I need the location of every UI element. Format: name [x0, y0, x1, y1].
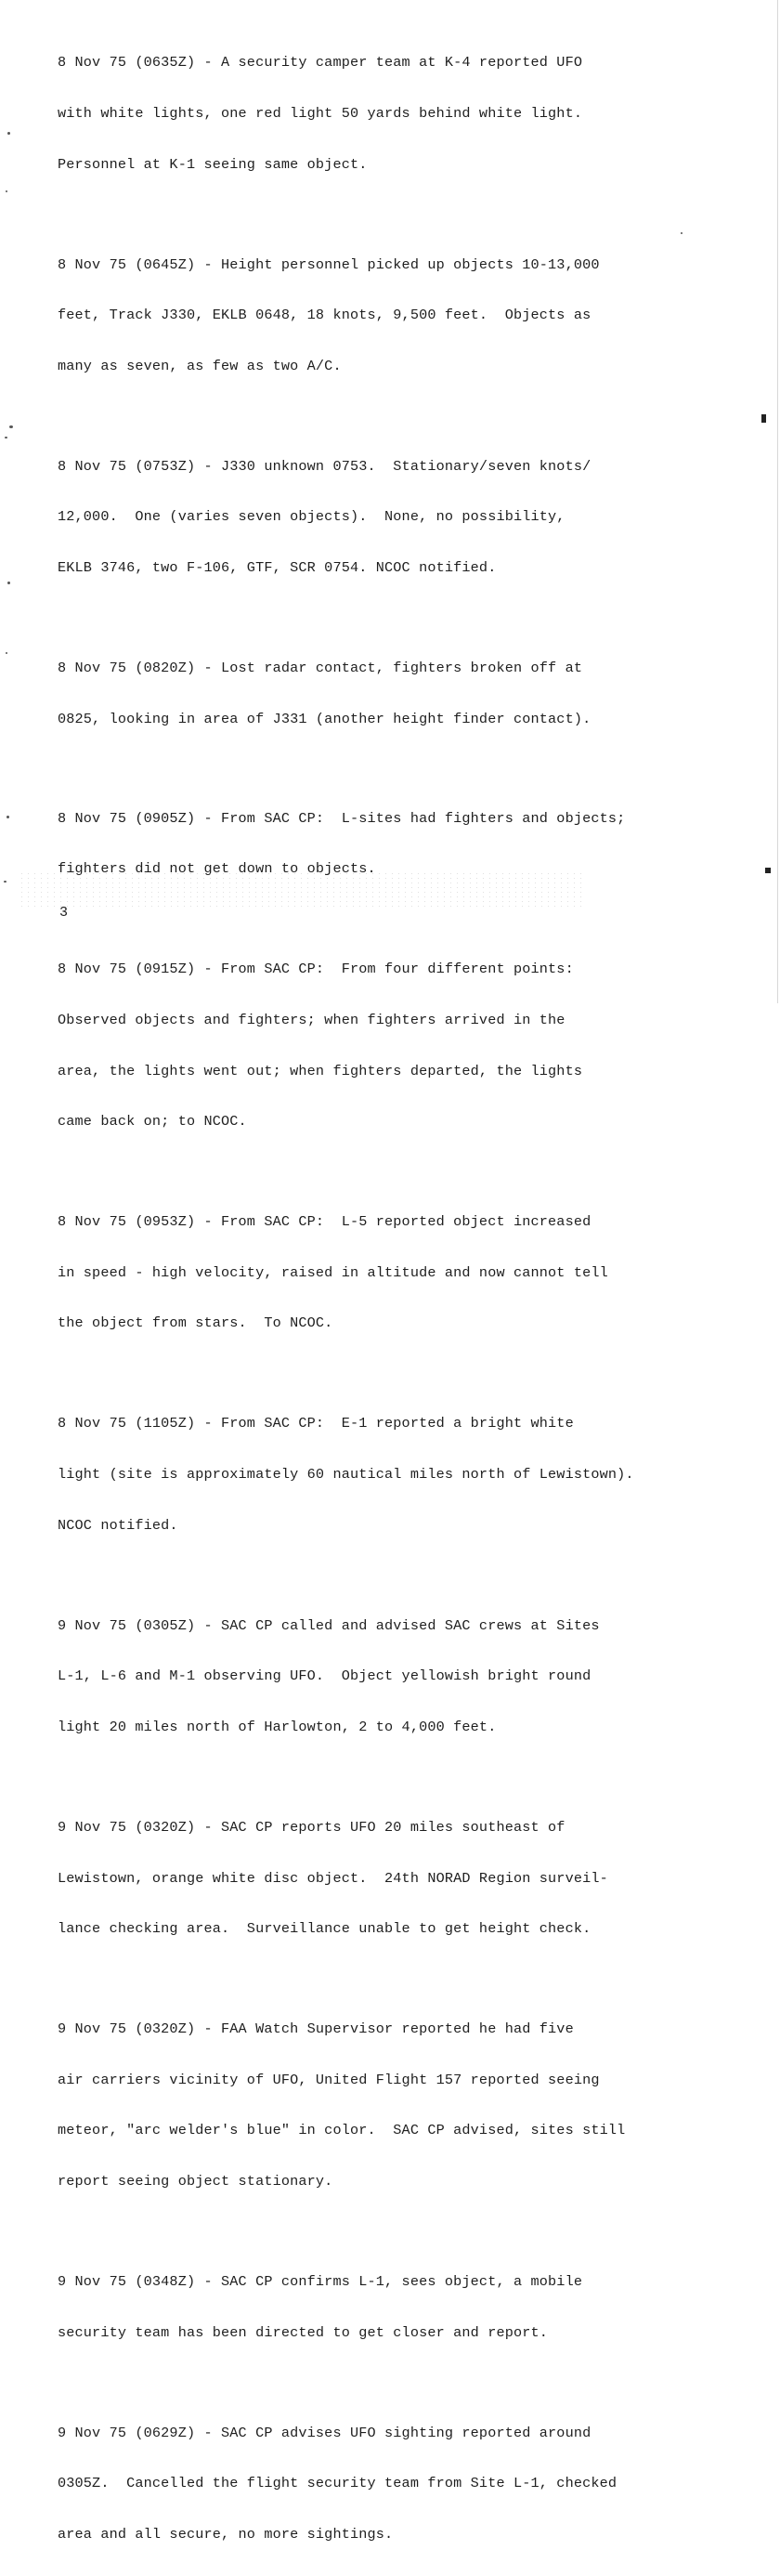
entry-line: feet, Track J330, EKLB 0648, 18 knots, 9,500 feet. Objects as [58, 307, 592, 324]
entry-line: EKLB 3746, two F-106, GTF, SCR 0754. NCOC notified. [58, 559, 497, 577]
entry-line: security team has been directed to get closer and report. [58, 2323, 549, 2341]
scan-speck [6, 816, 9, 818]
log-entry [58, 1785, 745, 1971]
entry-line: air carriers vicinity of UFO, United Flight 157 reported seeing [58, 2071, 600, 2088]
scan-speck [9, 425, 13, 428]
scan-speck [681, 232, 682, 234]
log-entry [58, 1987, 745, 2224]
entry-line: came back on; to NCOC. [58, 1113, 247, 1131]
log-entry [58, 2390, 745, 2576]
log-entry [58, 626, 745, 762]
entry-line: light (site is approximately 60 nautical miles north of Lewistown). [58, 1466, 634, 1484]
entry-line: 0825, looking in area of J331 (another height finder contact). [58, 710, 592, 727]
entry-line: 0305Z. Cancelled the flight security team from Site L-1, checked [58, 2475, 618, 2492]
entry-line: 9 Nov 75 (0629Z) - SAC CP advises UFO sighting reported around [58, 2424, 592, 2441]
log-entry [58, 1381, 745, 1567]
scan-speck [5, 437, 7, 438]
entry-line: 12,000. One (varies seven objects). None, no possibility, [58, 508, 566, 526]
log-entry [58, 2240, 745, 2375]
entry-line: 8 Nov 75 (0820Z) - Lost radar contact, fighters broken off at [58, 660, 583, 677]
entry-line: the object from stars. To NCOC. [58, 1314, 333, 1332]
log-entry [58, 20, 745, 206]
entry-line: in speed - high velocity, raised in altitude and now cannot tell [58, 1263, 608, 1281]
entry-line: Personnel at K-1 seeing same object. [58, 155, 368, 173]
log-entry [58, 1583, 745, 1769]
entry-line: 9 Nov 75 (0320Z) - FAA Watch Supervisor reported he had five [58, 2020, 574, 2038]
page-edge-line [777, 0, 778, 1003]
log-entry [58, 1180, 745, 1366]
log-entry [58, 927, 745, 1164]
log-entries [58, 20, 745, 2576]
entry-line: 8 Nov 75 (0635Z) - A security camper team at K-4 reported UFO [58, 54, 583, 72]
entry-line: L-1, L-6 and M-1 observing UFO. Object yellowish bright round [58, 1667, 592, 1685]
entry-line: area, the lights went out; when fighters departed, the lights [58, 1062, 583, 1079]
entry-line: Observed objects and fighters; when fighters arrived in the [58, 1011, 566, 1028]
log-entry [58, 222, 745, 408]
entry-line: meteor, "arc welder's blue" in color. SAC CP advised, sites still [58, 2122, 626, 2139]
entry-line: many as seven, as few as two A/C. [58, 357, 342, 374]
log-entry [58, 424, 745, 609]
entry-line: 8 Nov 75 (0915Z) - From SAC CP: From four different points: [58, 961, 574, 978]
entry-line: fighters did not get down to objects. [58, 860, 376, 878]
entry-line: lance checking area. Surveillance unable to get height check. [58, 1920, 592, 1938]
scan-speck [7, 132, 10, 135]
scan-speck [6, 652, 7, 654]
entry-line: 8 Nov 75 (0953Z) - From SAC CP: L-5 reported object increased [58, 1213, 592, 1231]
scan-speck [7, 582, 10, 584]
entry-line: NCOC notified. [58, 1516, 178, 1534]
entry-line: with white lights, one red light 50 yards behind white light. [58, 105, 583, 123]
scan-noise [19, 871, 585, 909]
entry-line: 8 Nov 75 (1105Z) - From SAC CP: E-1 reported a bright white [58, 1415, 574, 1432]
entry-line: 9 Nov 75 (0305Z) - SAC CP called and advised SAC crews at Sites [58, 1616, 600, 1634]
page-number: 3 [59, 905, 69, 921]
entry-line: 9 Nov 75 (0320Z) - SAC CP reports UFO 20 miles southeast of [58, 1818, 566, 1836]
entry-line: report seeing object stationary. [58, 2172, 333, 2190]
scan-speck [4, 881, 6, 883]
scan-speck [6, 190, 7, 192]
entry-line: 8 Nov 75 (0753Z) - J330 unknown 0753. Stationary/seven knots/ [58, 457, 592, 475]
entry-line: area and all secure, no more sightings. [58, 2525, 394, 2543]
entry-line: 8 Nov 75 (0645Z) - Height personnel picked up objects 10-13,000 [58, 255, 600, 273]
scan-mark [765, 868, 771, 873]
entry-line: 8 Nov 75 (0905Z) - From SAC CP: L-sites had fighters and objects; [58, 809, 626, 827]
entry-line: Lewistown, orange white disc object. 24th NORAD Region surveil- [58, 1869, 608, 1887]
entry-line: 9 Nov 75 (0348Z) - SAC CP confirms L-1, sees object, a mobile [58, 2272, 583, 2290]
scan-mark [761, 414, 766, 423]
entry-line: light 20 miles north of Harlowton, 2 to 4,000 feet. [58, 1718, 497, 1735]
